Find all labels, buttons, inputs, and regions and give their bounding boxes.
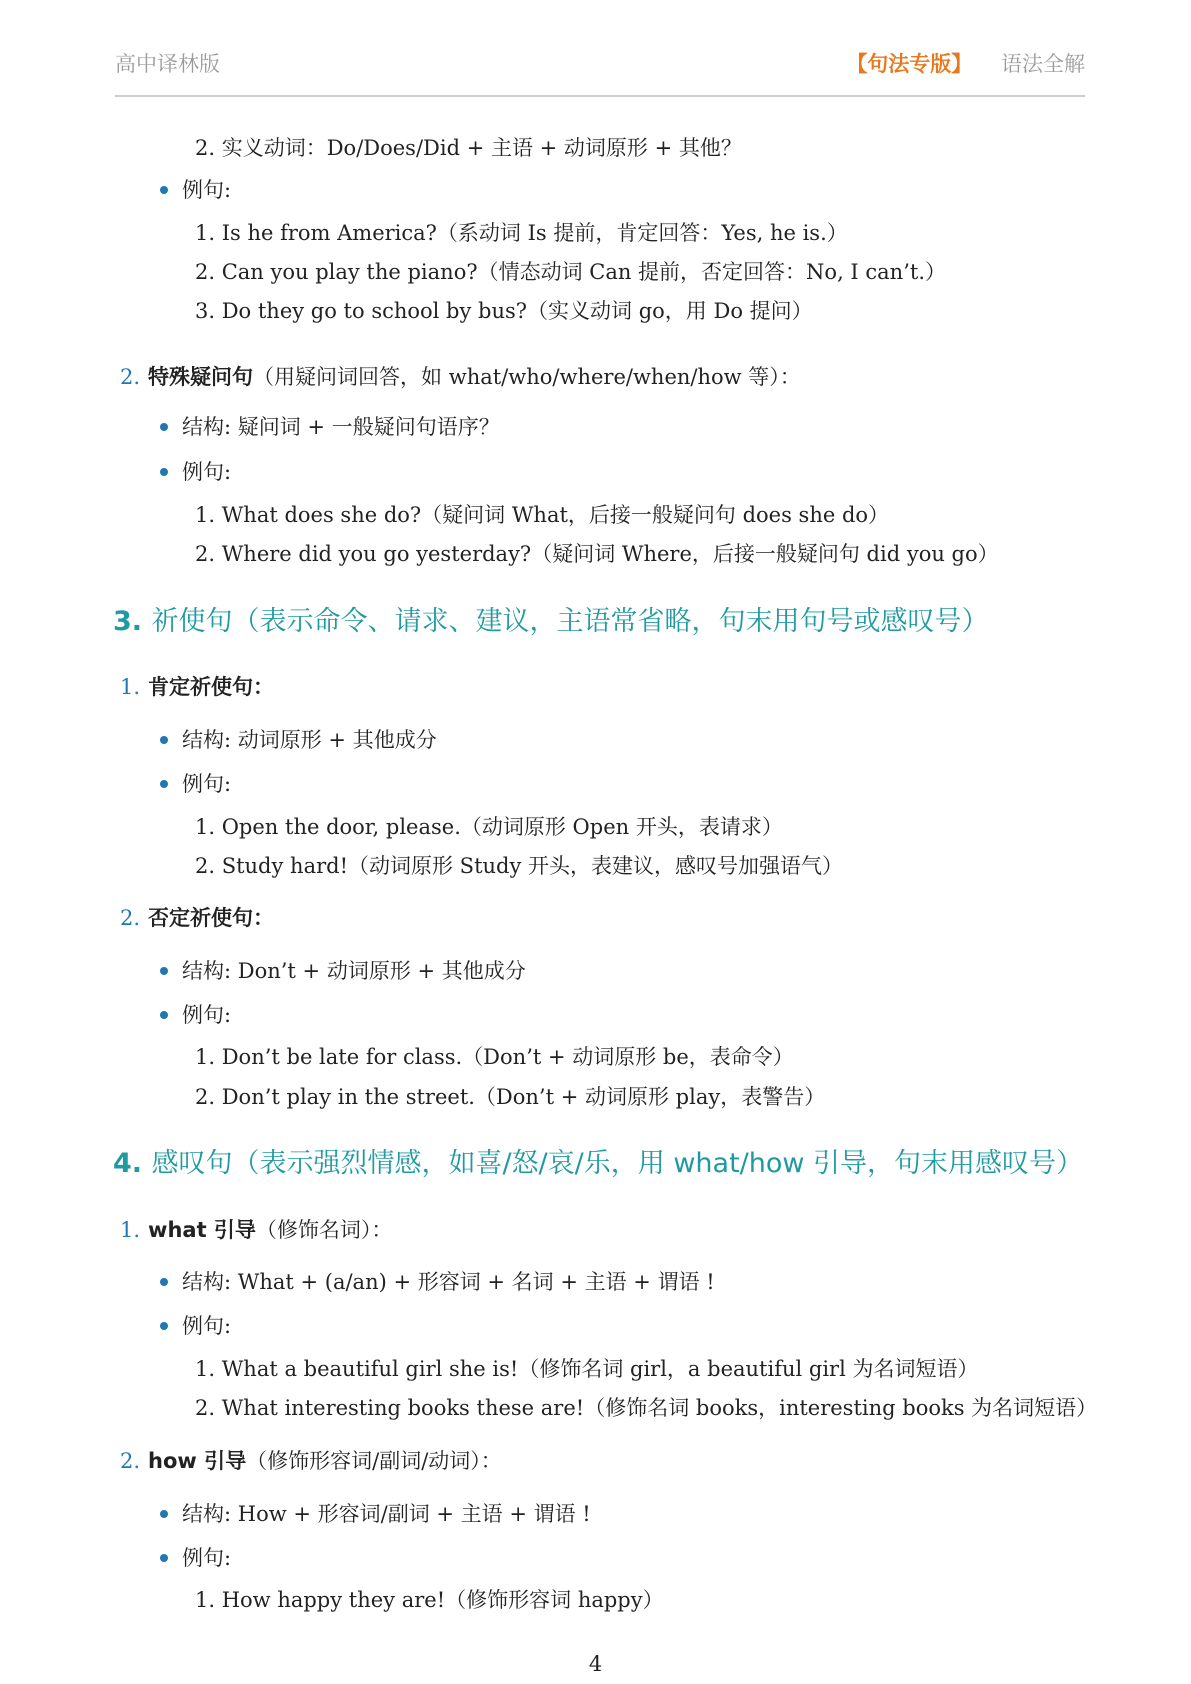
bullet-dot-icon [160,736,168,744]
list-item: 1. What does she do?（疑问词 What，后接一般疑问句 does she do） [195,503,890,527]
subheading: 2. 否定祈使句： [120,906,275,930]
bullet-item: 结构: 疑问词 + 一般疑问句语序？ [160,413,500,441]
header-subtitle: 语法全解 [1001,52,1085,76]
bullet-item: 结构: What + (a/an) + 形容词 + 名词 + 主语 + 谓语 ! [160,1268,715,1296]
list-item: 1. How happy they are!（修饰形容词 happy） [195,1588,664,1612]
header-badge: 【句法专版】 [846,51,973,76]
bullet-item: 例句: [160,1001,231,1029]
list-item: 2. What interesting books these are!（修饰名词 books，interesting books 为名词短语） [195,1396,1098,1420]
bullet-item: 例句: [160,458,231,486]
bullet-item: 例句: [160,1312,231,1340]
bullet-dot-icon [160,1510,168,1518]
bullet-dot-icon [160,1322,168,1330]
page-header [115,44,1085,84]
header-right [846,48,1085,78]
subheading: 2. how 引导（修饰形容词/副词/动词）： [120,1449,502,1473]
bullet-dot-icon [160,1278,168,1286]
list-item: 2. 实义动词：Do/Does/Did + 主语 + 动词原形 + 其他？ [195,136,742,160]
bullet-item: 结构: Don’t + 动词原形 + 其他成分 [160,957,526,985]
bullet-dot-icon [160,780,168,788]
bullet-dot-icon [160,423,168,431]
section-heading: 3. 祈使句（表示命令、请求、建议，主语常省略，句末用句号或感叹号） [113,606,989,637]
header-book-title: 高中译林版 [115,52,220,76]
bullet-dot-icon [160,1554,168,1562]
list-item: 1. What a beautiful girl she is!（修饰名词 girl，a beautiful girl 为名词短语） [195,1357,979,1381]
list-item: 1. Open the door, please.（动词原形 Open 开头，表请求） [195,815,783,839]
subheading: 2. 特殊疑问句（用疑问词回答，如 what/who/where/when/how 等）： [120,365,801,389]
bullet-dot-icon [160,1011,168,1019]
section-heading: 4. 感叹句（表示强烈情感，如喜/怒/哀/乐，用 what/how 引导，句末用感叹号） [113,1148,1084,1179]
bullet-item: 例句: [160,1544,231,1572]
subheading: 1. 肯定祈使句： [120,675,275,699]
bullet-item: 结构: 动词原形 + 其他成分 [160,726,437,754]
list-item: 1. Don’t be late for class.（Don’t + 动词原形 be，表命令） [195,1045,794,1069]
bullet-item: 例句: [160,770,231,798]
bullet-dot-icon [160,967,168,975]
bullet-dot-icon [160,186,168,194]
subheading: 1. what 引导（修饰名词）： [120,1218,393,1242]
list-item: 2. Can you play the piano?（情态动词 Can 提前，否定回答：No, I can’t.） [195,260,946,284]
page-number: 4 [588,1652,603,1676]
list-item: 1. Is he from America?（系动词 Is 提前，肯定回答：Yes, he is.） [195,221,848,245]
bullet-item: 结构: How + 形容词/副词 + 主语 + 谓语 ! [160,1500,591,1528]
bullet-dot-icon [160,468,168,476]
list-item: 2. Where did you go yesterday?（疑问词 Where，后接一般疑问句 did you go） [195,542,999,566]
header-rule [115,95,1085,97]
list-item: 3. Do they go to school by bus?（实义动词 go，用 Do 提问） [195,299,813,323]
list-item: 2. Don’t play in the street.（Don’t + 动词原形 play，表警告） [195,1085,826,1109]
list-item: 2. Study hard!（动词原形 Study 开头，表建议，感叹号加强语气） [195,854,844,878]
bullet-item: 例句: [160,176,231,204]
